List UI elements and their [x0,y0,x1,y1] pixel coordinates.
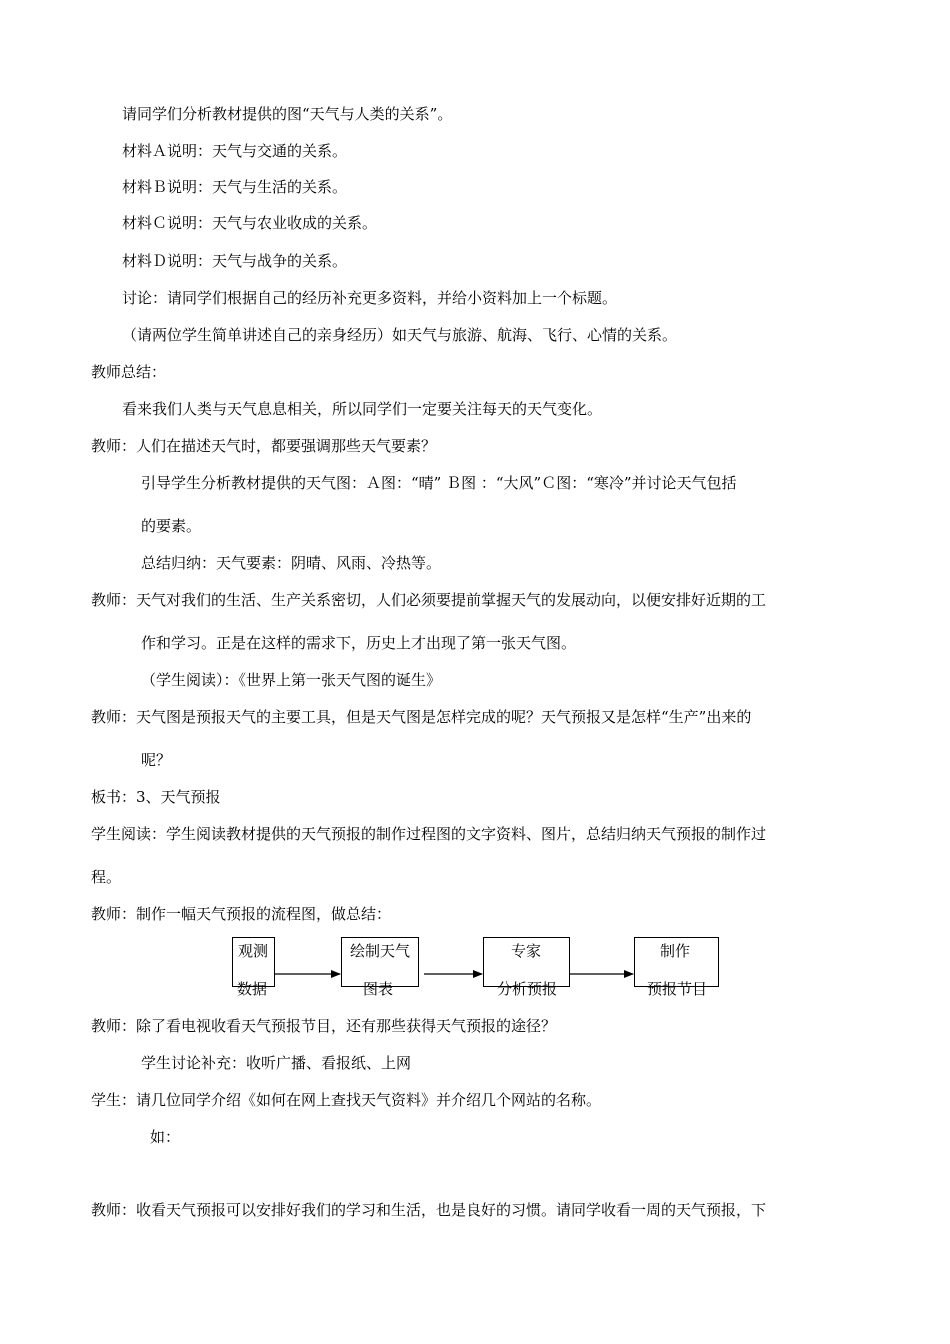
paragraph-line: （请两位学生简单讲述自己的亲身经历）如天气与旅游、航海、飞行、心情的关系。 [122,326,678,344]
flow-step-label: 制作 [660,942,691,960]
flow-step-label: 数据 [237,980,268,998]
paragraph-line: 学生阅读：学生阅读教材提供的天气预报的制作过程图的文字资料、图片，总结归纳天气预报的制作过 [91,825,767,843]
paragraph-line: 讨论：请同学们根据自己的经历补充更多资料，并给小资料加上一个标题。 [122,289,618,307]
paragraph-line: 呢？ [141,751,172,769]
flow-step-label: 绘制天气 [350,942,411,960]
paragraph-line: 请同学们分析教材提供的图“天气与人类的关系”。 [122,105,453,123]
paragraph-line: （学生阅读）：《世界上第一张天气图的诞生》 [141,671,442,689]
paragraph-line: 学生讨论补充：收听广播、看报纸、上网 [141,1054,412,1072]
flow-step-label: 图表 [363,980,394,998]
paragraph-line: 看来我们人类与天气息息相关，所以同学们一定要关注每天的天气变化。 [122,400,603,418]
flow-step-label: 专家 [511,942,542,960]
paragraph-line: 教师：人们在描述天气时，都要强调那些天气要素？ [91,437,437,455]
paragraph-line: 学生：请几位同学介绍《如何在网上查找天气资料》并介绍几个网站的名称。 [91,1091,602,1109]
paragraph-line: 总结归纳：天气要素：阴晴、风雨、冷热等。 [141,554,442,572]
paragraph-line: 教师：制作一幅天气预报的流程图，做总结： [91,905,392,923]
paragraph-line: 教师：收看天气预报可以安排好我们的学习和生活，也是良好的习惯。请同学收看一周的天气预报，下 [91,1201,767,1219]
flow-step-label: 分析预报 [497,980,558,998]
paragraph-line: 作和学习。正是在这样的需求下，历史上才出现了第一张天气图。 [141,634,577,652]
paragraph-line: 材料Ｂ说明：天气与生活的关系。 [122,178,348,196]
paragraph-line: 的要素。 [141,517,202,535]
flow-step-label: 观测 [238,942,269,960]
paragraph-line: 教师：天气图是预报天气的主要工具，但是天气图是怎样完成的呢？天气预报又是怎样“生产”出来的 [91,708,752,726]
flow-step-label: 预报节目 [647,980,708,998]
board-heading: 板书：3、天气预报 [91,788,221,806]
paragraph-line: 材料Ｃ说明：天气与农业收成的关系。 [122,214,378,232]
paragraph-line: 教师：天气对我们的生活、生产关系密切，人们必须要提前掌握天气的发展动向，以便安排好近期的工 [91,591,767,609]
paragraph-line: 引导学生分析教材提供的天气图：Ａ图：“晴” Ｂ图 ：“大风”Ｃ图：“寒冷”并讨论天气包括 [141,474,737,492]
paragraph-line: 程。 [91,868,122,886]
paragraph-line: 材料Ｄ说明：天气与战争的关系。 [122,252,348,270]
paragraph-line: 如： [150,1128,181,1146]
paragraph-line: 教师：除了看电视收看天气预报节目，还有那些获得天气预报的途径？ [91,1017,557,1035]
section-heading: 教师总结： [91,363,167,381]
paragraph-line: 材料Ａ说明：天气与交通的关系。 [122,142,348,160]
